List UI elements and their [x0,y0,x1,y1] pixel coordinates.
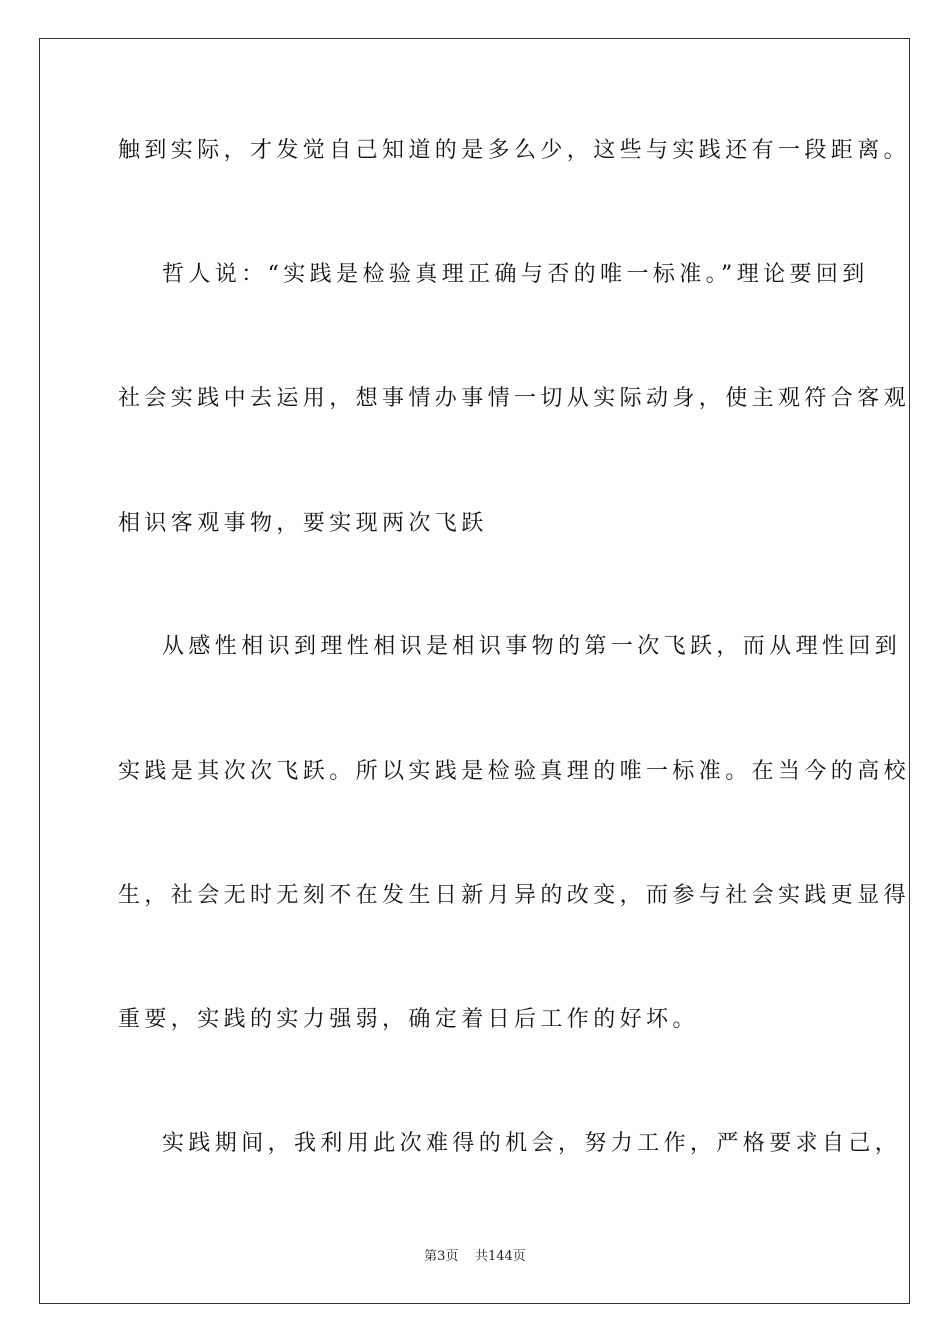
page-frame [39,38,910,1304]
text-line: 相识客观事物，要实现两次飞跃 [118,511,488,536]
page-number: 第3页 [424,1249,459,1264]
text-line: 从感性相识到理性相识是相识事物的第一次飞跃，而从理性回到 [162,634,902,659]
text-line: 社会实践中去运用，想事情办事情一切从实际动身，使主观符合客观 [118,386,911,411]
text-line: 实践期间，我利用此次难得的机会，努力工作，严格要求自己， [162,1131,902,1156]
total-pages: 共144页 [474,1249,526,1264]
text-line: 哲人说：“实践是检验真理正确与否的唯一标准。”理论要回到 [162,262,869,287]
text-line: 实践是其次次飞跃。所以实践是检验真理的唯一标准。在当今的高校 [118,759,911,784]
text-line: 生，社会无时无刻不在发生日新月异的改变，而参与社会实践更显得 [118,883,911,908]
text-line: 触到实际，才发觉自己知道的是多么少，这些与实践还有一段距离。 [118,138,911,163]
page-footer [0,1248,950,1266]
text-line: 重要，实践的实力强弱，确定着日后工作的好坏。 [118,1007,699,1032]
